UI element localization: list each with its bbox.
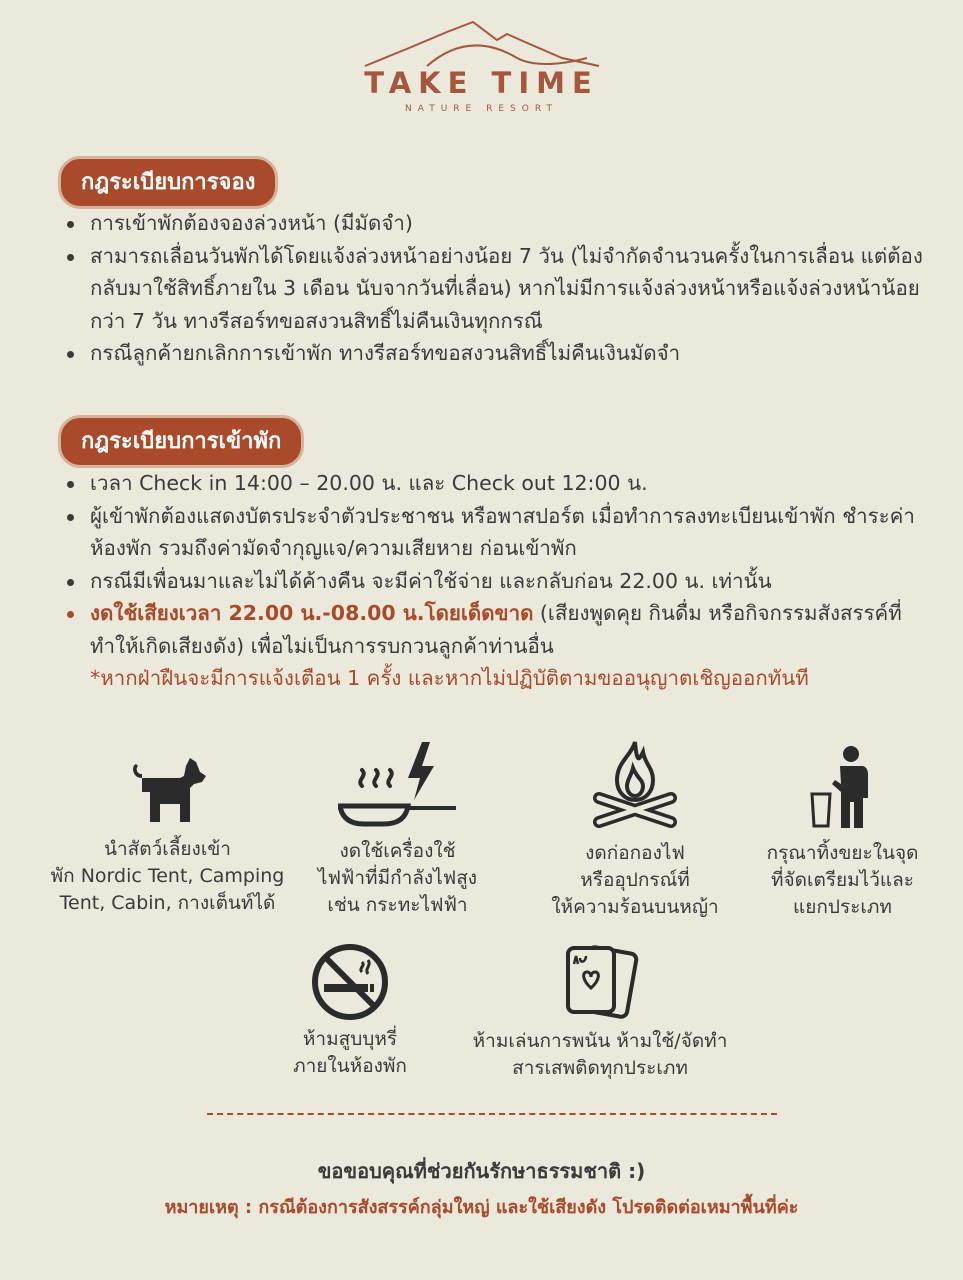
playing-cards-icon: [560, 944, 640, 1020]
person-trash-icon: [808, 742, 878, 830]
brand-name: TAKE TIME: [364, 66, 599, 100]
appliance-caption: งดใช้เครื่องใช้ ไฟฟ้าที่มีกำลังไฟสูง เช่น กระทะไฟฟ้า: [317, 840, 478, 916]
thank-you-text: ขอขอบคุณที่ช่วยกันรักษาธรรมชาติ :): [317, 1159, 646, 1183]
list-item: เวลา Check in 14:00 – 20.00 น. และ Check out 12:00 น.: [60, 467, 930, 500]
list-item: ผู้เข้าพักต้องแสดงบัตรประจำตัวประชาชน หรือพาสปอร์ต เมื่อทำการลงทะเบียนเข้าพัก ชำระค่าห้องพัก รวมถึงค่ามัดจำกุญแจ/ความเสียหาย ก่อนเข้าพัก: [60, 500, 930, 565]
no-appliance: [310, 740, 485, 919]
fire-caption: งดก่อกองไฟ หรืออุปกรณ์ที่ ให้ความร้อนบนหญ้า: [551, 842, 719, 918]
campfire-icon: [587, 738, 683, 830]
trash-caption: กรุณาทิ้งขยะในจุด ที่จัดเตรียมไว้และ แยกประเภท: [766, 842, 919, 918]
pet-allowed: [30, 748, 305, 917]
booking-rules-list: [60, 207, 930, 370]
electric-pan-icon: [338, 740, 458, 830]
quiet-hours-detail: (เสียงพูดคุย กินดื่ม หรือกิจกรรมสังสรรค์ที่ทำให้เกิดเสียงดัง) เพื่อไม่เป็นการรบกวนลูกค้าท่านอื่น: [90, 601, 902, 658]
list-item: กรณีมีเพื่อนมาและไม่ได้ค้างคืน จะมีค่าใช้จ่าย และกลับก่อน 22.00 น. เท่านั้น: [60, 565, 930, 598]
list-item: การเข้าพักต้องจองล่วงหน้า (มีมัดจำ): [60, 207, 930, 240]
no-gambling: [460, 944, 740, 1082]
trash-rule: [750, 742, 935, 921]
dashed-divider: [207, 1113, 777, 1115]
mountain-logo-icon: [357, 18, 607, 70]
gamble-caption: ห้ามเล่นการพนัน ห้ามใช้/จัดทำ สารเสพติดทุกประเภท: [472, 1030, 728, 1079]
list-item: สามารถเลื่อนวันพักได้โดยแจ้งล่วงหน้าอย่างน้อย 7 วัน (ไม่จำกัดจำนวนครั้งในการเลื่อน แต่ต้องกลับมาใช้สิทธิ์ภายใน 3 เดือน นับจากวันที่เลื่อน) หากไม่มีการแจ้งล่วงหน้าหรือแจ้งล่วงหน้าน้อยกว่า 7 วัน ทางรีสอร์ทขอสงวนสิทธิ์ไม่คืนเงินทุกกรณี: [60, 240, 930, 338]
no-smoking-icon: [310, 942, 390, 1022]
smoke-caption: ห้ามสูบบุหรี่ ภายในห้องพัก: [293, 1028, 407, 1077]
list-item: กรณีลูกค้ายกเลิกการเข้าพัก ทางรีสอร์ทขอสงวนสิทธิ์ไม่คืนเงินมัดจำ: [60, 337, 930, 370]
stay-rules-heading: กฎระเบียบการเข้าพัก: [58, 415, 304, 468]
quiet-hours-item: [60, 597, 930, 662]
no-campfire: [525, 738, 745, 921]
quiet-hours-text: งดใช้เสียงเวลา 22.00 น.-08.00 น.โดยเด็ดขาด: [90, 601, 534, 625]
brand-tagline: NATURE RESORT: [405, 104, 558, 114]
warning-text: *หากฝ่าฝืนจะมีการแจ้งเตือน 1 ครั้ง และหากไม่ปฏิบัติตามขออนุญาตเชิญออกทันที: [90, 666, 809, 690]
booking-rules-heading: กฎระเบียบการจอง: [58, 156, 278, 209]
dog-icon: [128, 748, 208, 828]
remark-note: หมายเหตุ : กรณีต้องการสังสรรค์กลุ่มใหญ่ และใช้เสียงดัง โปรดติดต่อเหมาพื้นที่ค่ะ: [164, 1197, 799, 1218]
pet-caption: นำสัตว์เลี้ยงเข้า พัก Nordic Tent, Camping Tent, Cabin, กางเต็นท์ได้: [50, 838, 285, 914]
stay-rules-list: [60, 467, 930, 662]
no-smoking: [270, 942, 430, 1080]
resort-logo: [0, 18, 963, 114]
